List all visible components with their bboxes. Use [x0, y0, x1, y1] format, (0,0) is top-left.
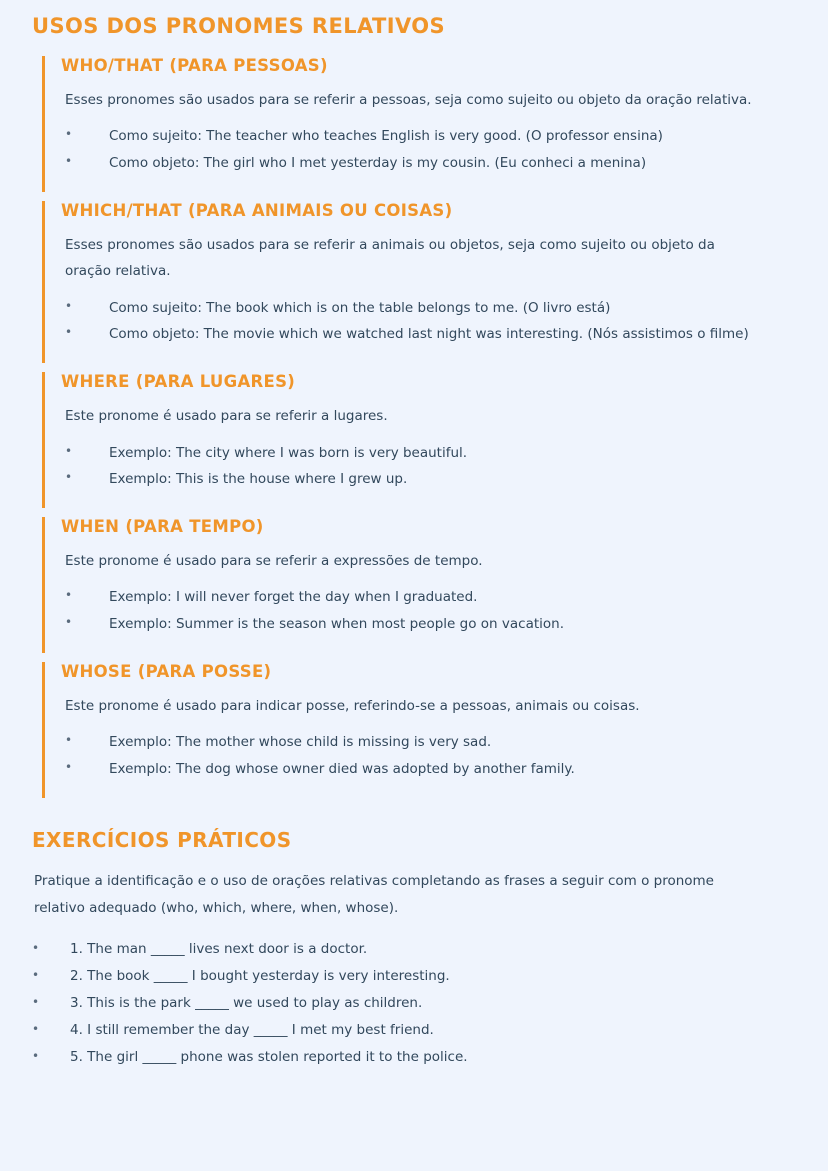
- list-item: • 3. This is the park _____ we used to play as children.: [28, 990, 794, 1017]
- section-description: Esses pronomes são usados para se referir a animais ou objetos, seja como sujeito ou objeto da oração relativa.: [65, 236, 715, 280]
- exercises-description: Pratique a identificação e o uso de orações relativas completando as frases a seguir com o pronome relativo adequado (who, which, where, when, whose).: [34, 873, 714, 916]
- list-item: • 5. The girl _____ phone was stolen reported it to the police.: [28, 1044, 794, 1071]
- section-list: [61, 295, 794, 348]
- section-title: WHERE (PARA LUGARES): [61, 372, 296, 392]
- list-item: • Como sujeito: The teacher who teaches English is very good. (O professor ensina): [61, 123, 794, 149]
- section-list: [61, 729, 794, 782]
- section-description: Este pronome é usado para se referir a lugares.: [65, 408, 388, 425]
- list-item: • 2. The book _____ I bought yesterday is very interesting.: [28, 963, 794, 990]
- section-description: Este pronome é usado para se referir a expressões de tempo.: [65, 553, 483, 570]
- section-title: WHO/THAT (PARA PESSOAS): [61, 56, 328, 75]
- section-list: [61, 123, 794, 176]
- exercises-title: EXERCÍCIOS PRÁTICOS: [32, 828, 292, 852]
- list-item: • Exemplo: I will never forget the day when I graduated.: [61, 584, 794, 610]
- page-title: USOS DOS PRONOMES RELATIVOS: [32, 14, 446, 38]
- list-item: • Exemplo: Summer is the season when most people go on vacation.: [61, 611, 794, 637]
- sections-container: [42, 56, 794, 798]
- list-item: • Exemplo: This is the house where I grew up.: [61, 466, 794, 492]
- list-item: • Exemplo: The dog whose owner died was adopted by another family.: [61, 756, 794, 782]
- list-item: • Como objeto: The movie which we watched last night was interesting. (Nós assistimos o filme): [61, 321, 794, 347]
- section-title: WHEN (PARA TEMPO): [61, 517, 264, 537]
- section-list: [61, 584, 794, 637]
- list-item: • Como sujeito: The book which is on the table belongs to me. (O livro está): [61, 295, 794, 321]
- section-whose: [42, 662, 794, 798]
- section-description: Esses pronomes são usados para se referir a pessoas, seja como sujeito ou objeto da oração relativa.: [65, 92, 752, 108]
- list-item: • 1. The man _____ lives next door is a doctor.: [28, 936, 794, 963]
- list-item: • 4. I still remember the day _____ I met my best friend.: [28, 1017, 794, 1044]
- list-item: • Exemplo: The mother whose child is missing is very sad.: [61, 729, 794, 755]
- list-item: • Como objeto: The girl who I met yesterday is my cousin. (Eu conheci a menina): [61, 150, 794, 176]
- section-which-that: [42, 201, 794, 363]
- list-item: • Exemplo: The city where I was born is very beautiful.: [61, 440, 794, 466]
- exercises-list: [28, 936, 794, 1071]
- section-description: Este pronome é usado para indicar posse, referindo-se a pessoas, animais ou coisas.: [65, 698, 640, 715]
- section-when: [42, 517, 794, 653]
- section-list: [61, 440, 794, 493]
- section-title: WHICH/THAT (PARA ANIMAIS OU COISAS): [61, 200, 453, 220]
- section-title: WHOSE (PARA POSSE): [61, 662, 272, 682]
- section-who-that: [42, 56, 794, 192]
- exercises-section: [28, 828, 794, 1071]
- section-where: [42, 372, 794, 508]
